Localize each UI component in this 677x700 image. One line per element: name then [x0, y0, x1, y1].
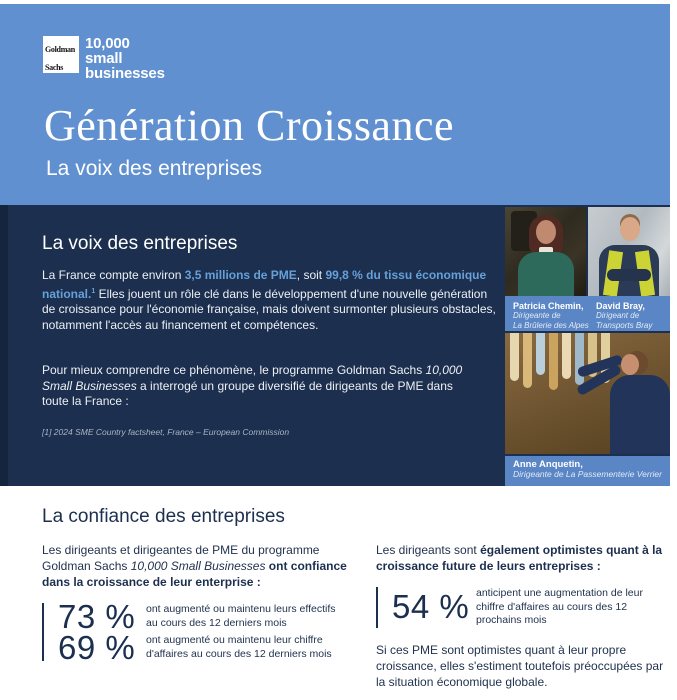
stat-54	[392, 587, 671, 628]
photo-david-bray	[588, 207, 670, 296]
confidence-right-pre: Les dirigeants sont	[376, 543, 481, 557]
caption-anne-name: Anne Anquetin,	[513, 459, 583, 470]
program-name-italic: 10,000 Small Businesses	[42, 363, 463, 393]
voice-p2-rest: a interrogé un groupe diversifié de dirigeants de PME dans toute la France :	[42, 378, 453, 408]
confidence-left-program-italic: 10,000 Small Businesses	[130, 559, 266, 573]
caption-bar-top	[505, 296, 670, 331]
voice-section-heading: La voix des entreprises	[42, 233, 238, 254]
caption-patricia-role2: La Brûlerie des Alpes	[513, 320, 589, 330]
voice-p2-pre: Pour mieux comprendre ce phénomène, le programme Goldman Sachs	[42, 363, 426, 377]
caption-patricia-name: Patricia Chemin,	[513, 301, 584, 311]
confidence-left-bold: ont confiance dans la croissance de leur enterprise :	[42, 559, 347, 589]
voice-p1-rest: Elles jouent un rôle clé dans le développement d'une nouvelle génération de croissance pour l'économie française, mais doivent surmonter plusieurs obstacles, notamment l'accès au financement et compétences.	[42, 286, 496, 332]
program-wordmark	[85, 36, 165, 81]
stat-highlight-pme: 3,5 millions de PME	[184, 268, 297, 282]
stats-right	[376, 587, 671, 628]
caption-patricia-role1: Dirigeante de	[513, 311, 561, 320]
page-title: Génération Croissance	[44, 101, 455, 150]
program-wordmark-line3: businesses	[85, 65, 165, 82]
voice-p1-pre: La France compte environ	[42, 268, 185, 282]
stat-highlight-tissu-text: 99,8 % du tissu économique national.	[42, 268, 487, 301]
voice-paragraph-2	[42, 363, 482, 410]
confidence-right-outro: Si ces PME sont optimistes quant à leur propre croissance, elles s'estiment toutefois préoccupées par la situation économique globale.	[376, 642, 664, 689]
stat-69-desc: ont augmenté ou maintenu leur chiffre d'affaires au cours des 12 derniers mois	[146, 634, 332, 660]
stat-73-value: 73 %	[58, 597, 136, 635]
caption-david-role2: Transports Bray	[596, 320, 653, 330]
stat-73-desc: ont augmenté ou maintenu leurs effectifs au cours des 12 derniers mois	[146, 603, 336, 629]
confidence-left-intro	[42, 542, 350, 590]
photo-patricia-chemin	[505, 207, 586, 296]
confidence-section-heading: La confiance des entreprises	[42, 506, 285, 527]
goldman-sachs-logo-line2: Sachs	[45, 63, 64, 72]
caption-anne-role: Dirigeante de La Passementerie Verrier	[513, 469, 662, 479]
brand-logo	[43, 36, 165, 81]
goldman-sachs-logo	[43, 36, 79, 73]
voice-p1-mid: , soit	[296, 268, 326, 282]
program-wordmark-line1: 10,000	[85, 35, 130, 52]
stat-69	[58, 628, 350, 666]
caption-david-name: David Bray,	[596, 301, 645, 311]
footnote-marker: 1	[91, 287, 96, 295]
footnote: [1] 2024 SME Country factsheet, France – European Commission	[42, 427, 290, 437]
stat-73	[58, 597, 350, 635]
photo-anne-anquetin	[505, 333, 670, 454]
photo-row-top	[505, 207, 670, 296]
stats-left	[42, 597, 350, 666]
confidence-right-bold: également optimistes quant à la croissance future de leurs entreprises :	[376, 543, 663, 573]
caption-patricia	[513, 301, 596, 331]
caption-david	[596, 301, 670, 331]
header-band	[0, 4, 670, 205]
stat-54-desc: anticipent une augmentation de leur chiffre d'affaires au cours des 12 prochains mois	[476, 587, 643, 626]
confidence-section	[0, 486, 677, 700]
photo-block	[505, 207, 670, 487]
confidence-right-column	[376, 542, 671, 690]
stat-69-value: 69 %	[58, 628, 136, 666]
stat-54-value: 54 %	[392, 588, 470, 626]
goldman-sachs-logo-line1: Goldman	[45, 45, 75, 54]
confidence-left-pre: Les dirigeants et dirigeantes de PME du programme Goldman Sachs	[42, 543, 320, 573]
caption-david-role1: Dirigeant de	[596, 311, 640, 320]
program-wordmark-line2: small	[85, 50, 123, 67]
confidence-left-column	[42, 542, 350, 665]
confidence-right-intro	[376, 542, 671, 574]
caption-bar-anne	[505, 456, 670, 487]
page-subtitle: La voix des entreprises	[46, 157, 262, 180]
voice-paragraph-1	[42, 268, 497, 333]
